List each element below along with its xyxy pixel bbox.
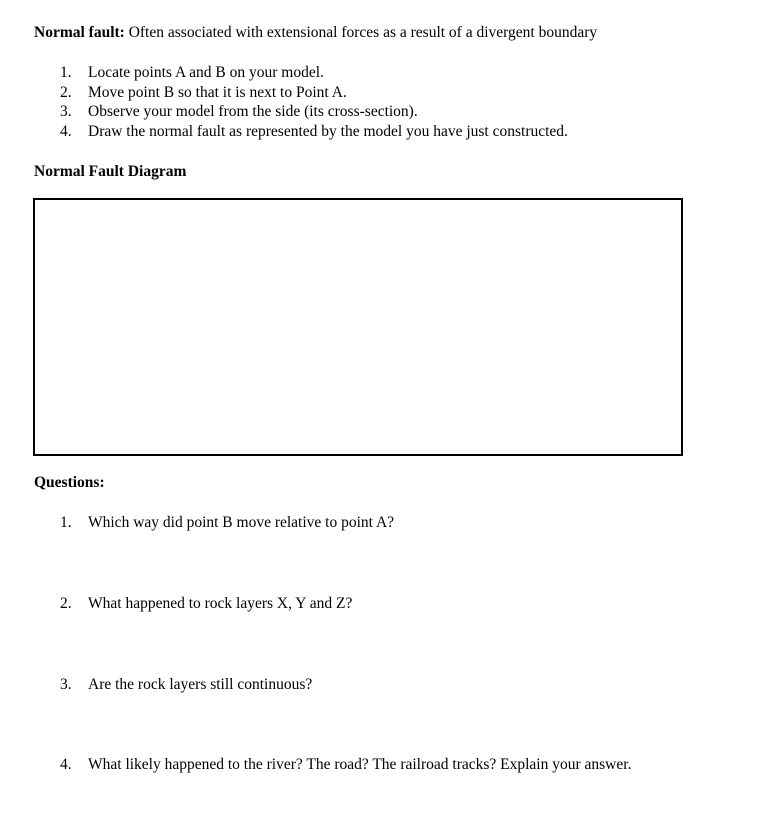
step-item (60, 63, 740, 83)
previous-page-edge (0, 0, 772, 3)
question-item (60, 513, 680, 533)
intro-text: Often associated with extensional forces as a result of a divergent boundary (124, 24, 598, 41)
step-number: 2. (60, 83, 72, 101)
question-number: 1. (60, 514, 72, 531)
question-number: 2. (60, 595, 72, 612)
step-text: Locate points A and B on your model. (88, 64, 324, 81)
question-number: 4. (60, 756, 72, 773)
question-item (60, 594, 680, 614)
step-text: Move point B so that it is next to Point A. (88, 83, 347, 101)
question-text: Are the rock layers still continuous? (88, 676, 313, 693)
diagram-drawing-area[interactable] (33, 198, 683, 456)
step-number: 1. (60, 64, 72, 81)
step-text: Observe your model from the side (its cross-section). (88, 103, 418, 120)
step-item (60, 102, 740, 122)
instruction-steps (60, 63, 740, 141)
question-text: What happened to rock layers X, Y and Z? (88, 595, 353, 612)
question-text: What likely happened to the river? The road? The railroad tracks? Explain your answer. (88, 756, 632, 773)
step-item (60, 122, 740, 142)
step-number: 4. (60, 122, 72, 140)
step-text: Draw the normal fault as represented by the model you have just constructed. (88, 122, 568, 140)
step-item (60, 83, 740, 103)
intro-label: Normal fault: (34, 24, 125, 41)
diagram-title: Normal Fault Diagram (34, 163, 187, 180)
step-number: 3. (60, 103, 72, 120)
normal-fault-intro (34, 23, 734, 42)
question-item (60, 675, 680, 695)
question-item (60, 755, 660, 775)
questions-title: Questions: (34, 474, 105, 491)
question-text: Which way did point B move relative to point A? (88, 514, 395, 531)
question-number: 3. (60, 676, 72, 693)
